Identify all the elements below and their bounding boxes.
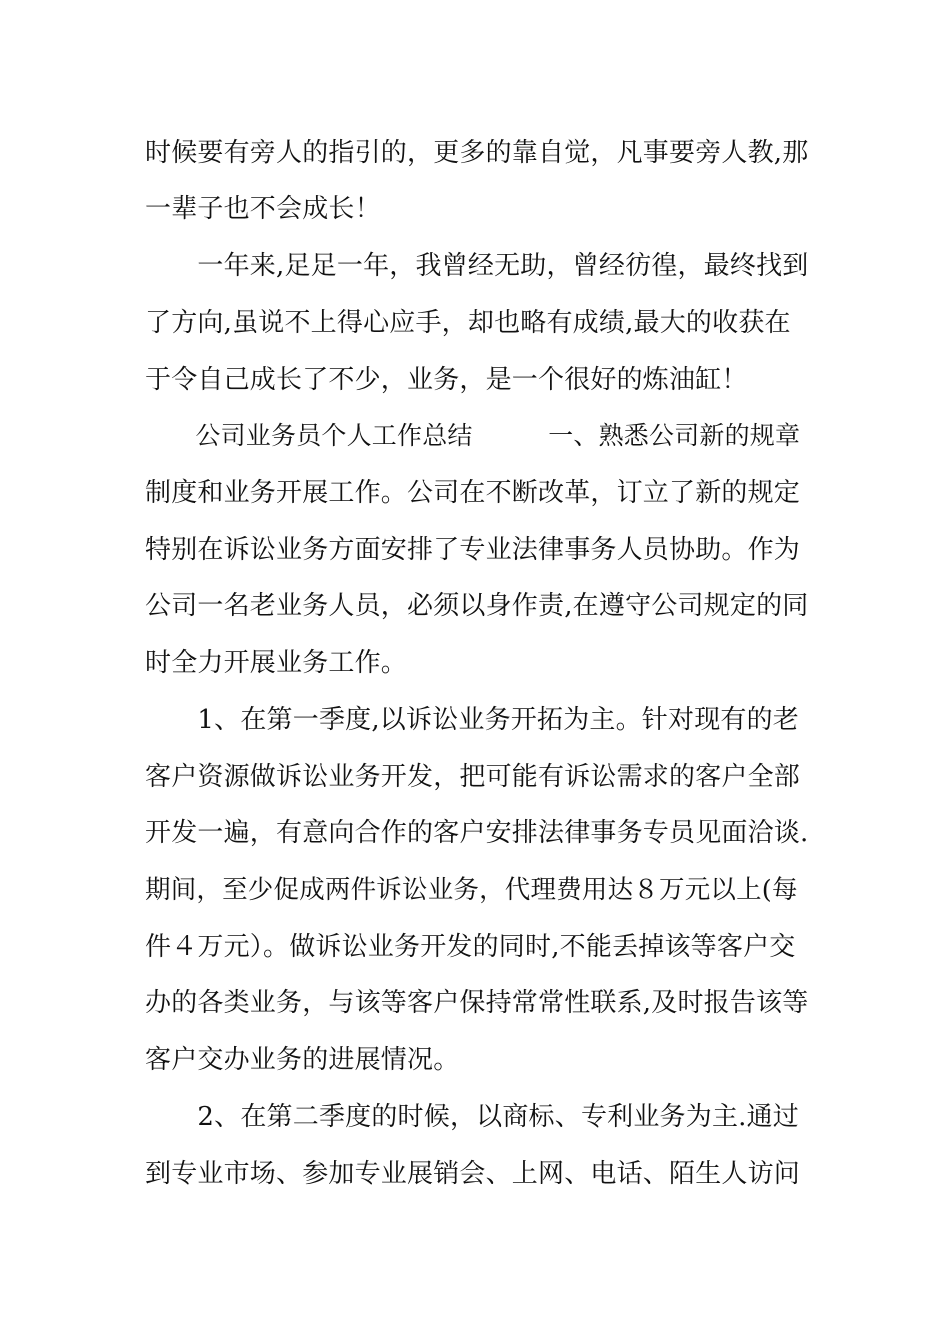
text-line: 2、在第二季度的时候，以商标、专利业务为主.通过 <box>145 1102 800 1132</box>
text-line: 时全力开展业务工作。 <box>145 648 408 678</box>
text-line: 公司一名老业务人员，必须以身作责,在遵守公司规定的同 <box>145 591 809 621</box>
text-line: 特别在诉讼业务方面安排了专业法律事务人员协助。作为 <box>145 535 801 565</box>
text-line: 办的各类业务，与该等客户保持常常性联系,及时报告该等 <box>145 988 809 1018</box>
text-line: 制度和业务开展工作。公司在不断改革，订立了新的规定 <box>145 478 801 508</box>
text-line: 一辈子也不会成长！ <box>145 194 381 224</box>
text-line: 公司业务员个人工作总结 一、熟悉公司新的规章 <box>145 421 801 450</box>
text-line: 于令自己成长了不少，业务，是一个很好的炼油缸！ <box>145 365 748 395</box>
text-line: 开发一遍，有意向合作的客户安排法律事务专员见面洽谈. <box>145 818 809 848</box>
text-line: 客户交办业务的进展情况。 <box>145 1045 460 1075</box>
text-line: 到专业市场、参加专业展销会、上网、电话、陌生人访问 <box>145 1159 801 1189</box>
text-line: 客户资源做诉讼业务开发，把可能有诉讼需求的客户全部 <box>145 762 801 792</box>
text-line: 时候要有旁人的指引的，更多的靠自觉，凡事要旁人教,那 <box>145 138 809 168</box>
text-line: 件４万元）。做诉讼业务开发的同时,不能丢掉该等客户交 <box>145 932 796 962</box>
text-line: 一年来,足足一年，我曾经无助，曾经彷徨，最终找到 <box>145 251 809 281</box>
text-line: 期间，至少促成两件诉讼业务，代理费用达８万元以上(每 <box>145 875 798 905</box>
text-line: 了方向,虽说不上得心应手，却也略有成绩,最大的收获在 <box>145 308 791 338</box>
text-line: 1、在第一季度,以诉讼业务开拓为主。针对现有的老 <box>145 705 800 735</box>
